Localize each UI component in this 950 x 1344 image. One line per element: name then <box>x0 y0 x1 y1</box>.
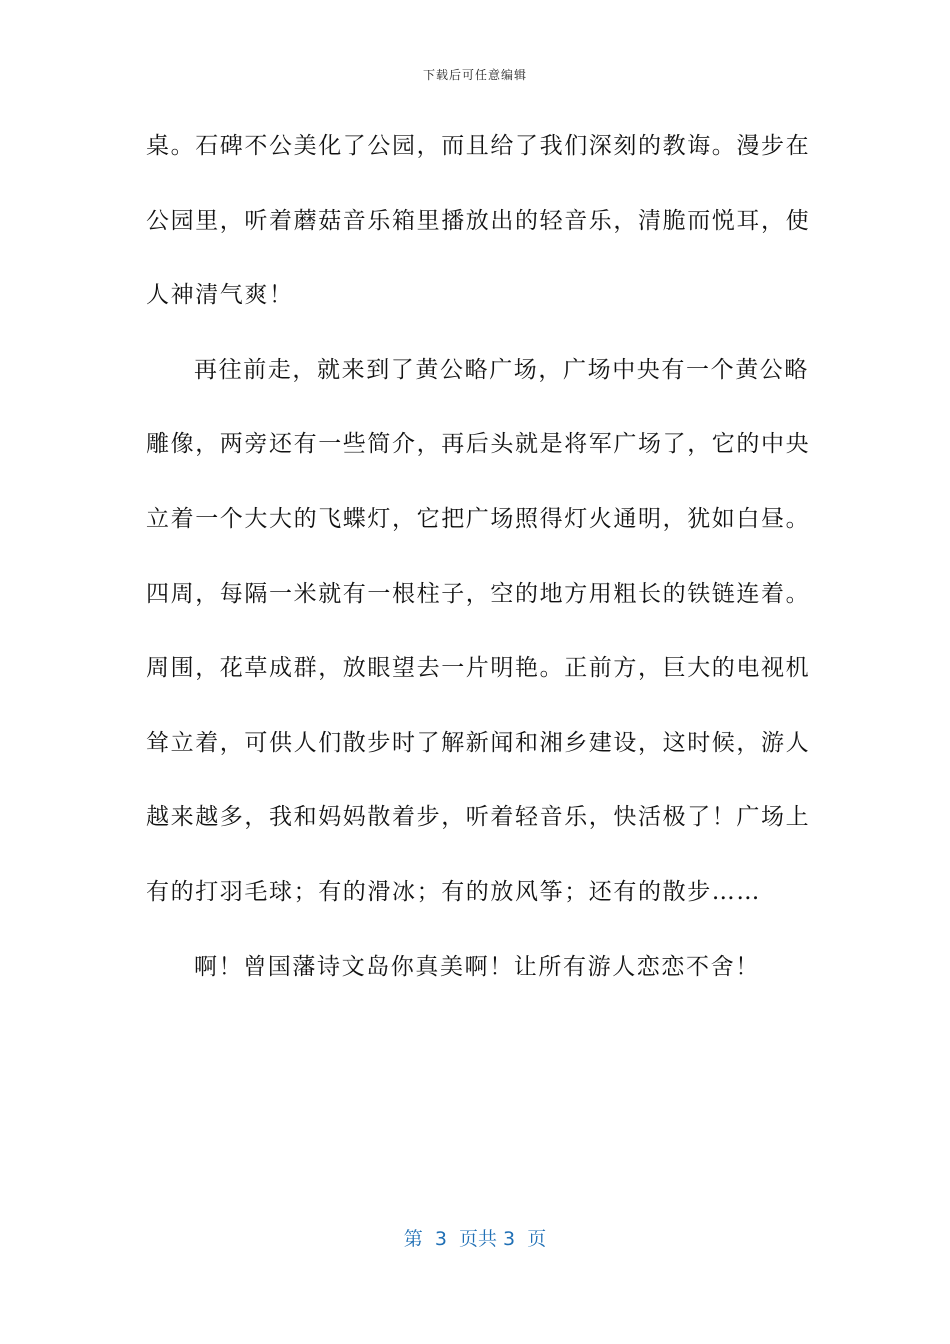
text-line: 四周，每隔一米就有一根柱子，空的地方用粗长的铁链连着。 <box>146 580 811 607</box>
text-line: 立着一个大大的飞蝶灯，它把广场照得灯火通明，犹如白昼。 <box>146 505 811 532</box>
text-line: 耸立着，可供人们散步时了解新闻和湘乡建设，这时候，游人 <box>146 729 811 756</box>
paragraph-start-line: 啊！曾国藩诗文岛你真美啊！让所有游人恋恋不舍！ <box>194 953 760 980</box>
paragraph-start-line: 再往前走，就来到了黄公略广场，广场中央有一个黄公略 <box>194 356 809 383</box>
text-line: 越来越多，我和妈妈散着步，听着轻音乐，快活极了！广场上 <box>146 804 811 831</box>
text-line: 人神清气爽！ <box>146 282 294 309</box>
header-note: 下载后可任意编辑 <box>422 68 527 82</box>
text-line: 有的打羽毛球；有的滑冰；有的放风筝；还有的散步…… <box>146 878 761 905</box>
text-line: 桌。石碑不公美化了公园，而且给了我们深刻的教诲。漫步在 <box>146 133 811 159</box>
text-line: 雕像，两旁还有一些简介，再后头就是将军广场了，它的中央 <box>146 431 811 458</box>
text-line: 公园里，听着蘑菇音乐箱里播放出的轻音乐，清脆而悦耳，使 <box>146 207 811 234</box>
text-line: 周围，花草成群，放眼望去一片明艳。正前方，巨大的电视机 <box>146 655 811 682</box>
document-body <box>146 120 811 1015</box>
page-number-footer: 第 3 页共 3 页 <box>403 1228 547 1250</box>
